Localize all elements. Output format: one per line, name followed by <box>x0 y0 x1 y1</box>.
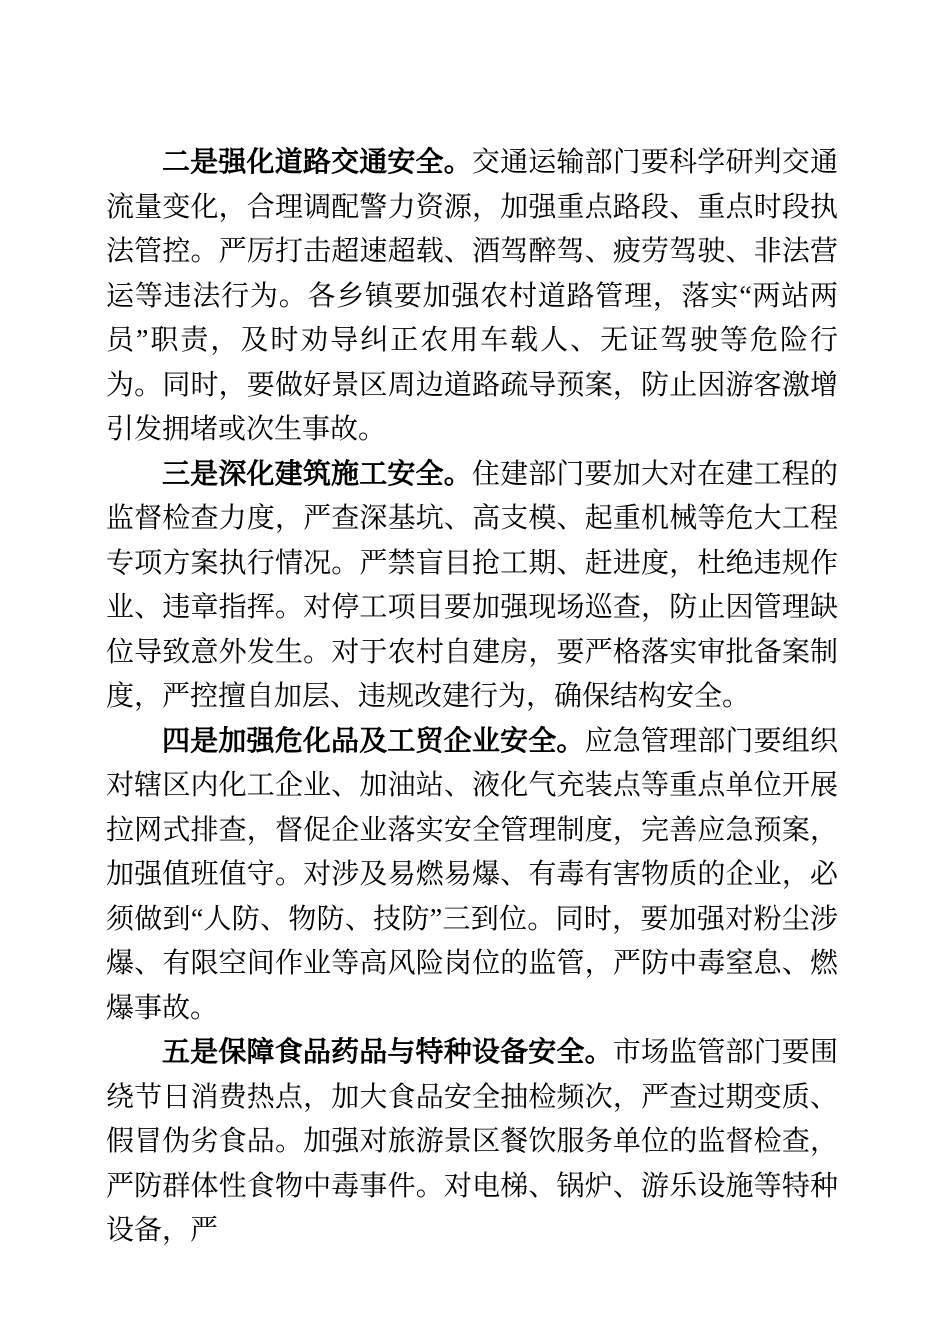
document-body <box>106 141 838 1254</box>
paragraph-lead: 二是强化道路交通安全。 <box>162 147 472 178</box>
paragraph-text: 市场监管部门要围绕节日消费热点，加大食品安全抽检频次，严查过期变质、假冒伪劣食品。加强对旅游景区餐饮服务单位的监督检查，严防群体性食物中毒事件。对电梯、锅炉、游乐设施等特种设备，严 <box>106 1037 838 1246</box>
paragraph-hazchem-industry-safety <box>106 720 838 1032</box>
paragraph-text: 应急管理部门要组织对辖区内化工企业、加油站、液化气充装点等重点单位开展拉网式排查，督促企业落实安全管理制度，完善应急预案，加强值班值守。对涉及易燃易爆、有毒有害物质的企业，必须做到“人防、物防、技防”三到位。同时，要加强对粉尘涉爆、有限空间作业等高风险岗位的监管，严防中毒窒息、燃爆事故。 <box>106 725 838 1024</box>
paragraph-text: 住建部门要加大对在建工程的监督检查力度，严查深基坑、高支模、起重机械等危大工程专项方案执行情况。严禁盲目抢工期、赶进度，杜绝违规作业、违章指挥。对停工项目要加强现场巡查，防止因管理缺位导致意外发生。对于农村自建房，要严格落实审批备案制度，严控擅自加层、违规改建行为，确保结构安全。 <box>106 458 838 712</box>
paragraph-lead: 四是加强危化品及工贸企业安全。 <box>162 725 585 757</box>
paragraph-lead: 三是深化建筑施工安全。 <box>162 458 472 490</box>
paragraph-text: 交通运输部门要科学研判交通流量变化，合理调配警力资源，加强重点路段、重点时段执法管控。严厉打击超速超载、酒驾醉驾、疲劳驾驶、非法营运等违法行为。各乡镇要加强农村道路管理，落实“两站两员”职责，及时劝导纠正农用车载人、无证驾驶等危险行为。同时，要做好景区周边道路疏导预案，防止因游客激增引发拥堵或次生事故。 <box>106 147 838 445</box>
paragraph-food-drug-equipment-safety <box>106 1031 838 1254</box>
paragraph-road-traffic-safety <box>106 141 838 453</box>
paragraph-lead: 五是保障食品药品与特种设备安全。 <box>162 1037 613 1068</box>
paragraph-construction-safety <box>106 453 838 720</box>
